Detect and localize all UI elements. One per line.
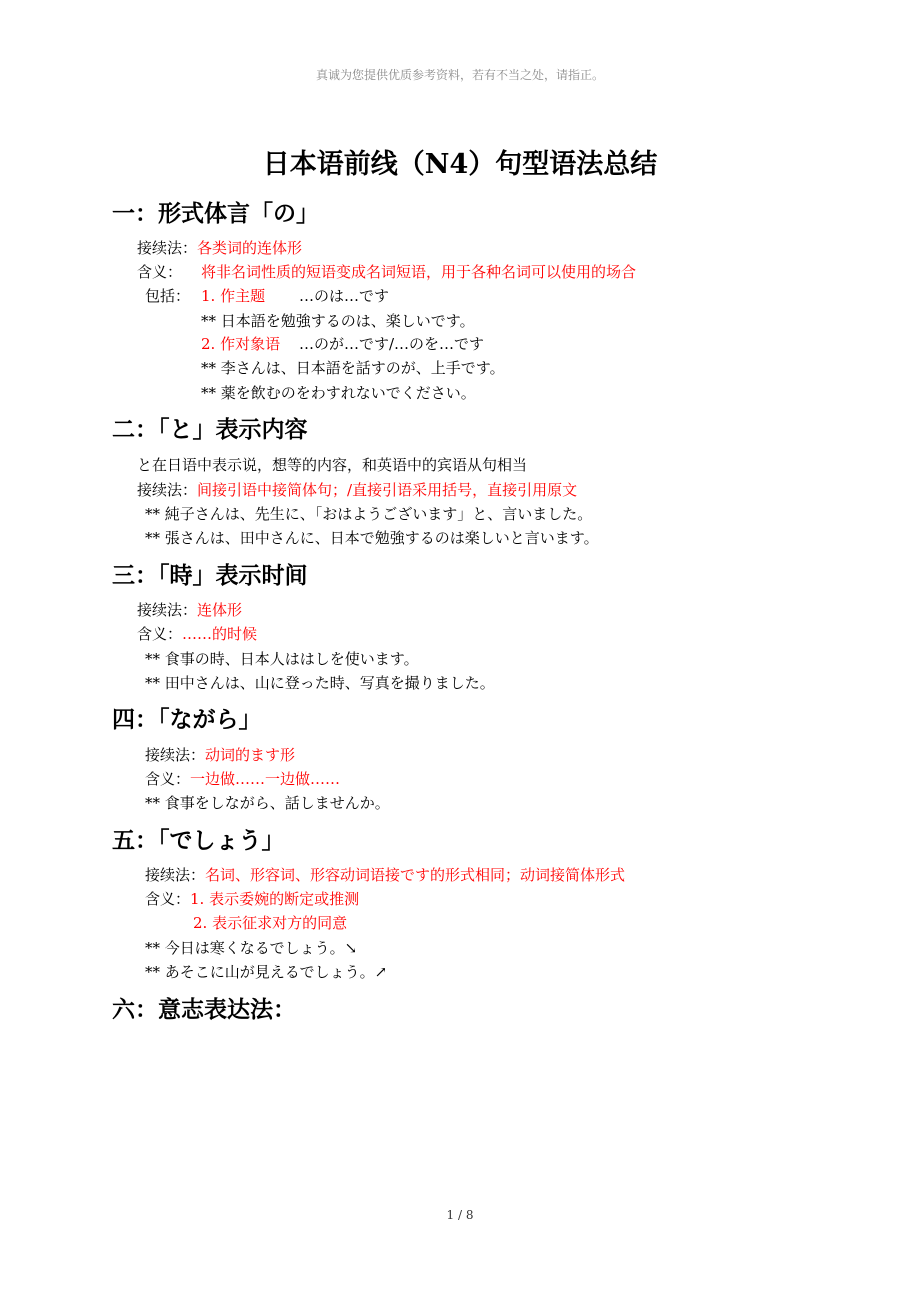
s2-example-2: ** 張さんは、田中さんに、日本で勉強するのは楽しいと言います。 <box>145 529 599 547</box>
s1-item-1: 1. 作主题 <box>201 287 266 305</box>
s1-line-1 <box>137 236 302 260</box>
document-title: 日本语前线（N4）句型语法总结 <box>262 149 658 180</box>
s3-meaning-text: ……的时候 <box>182 625 258 643</box>
page-number: 1 / 8 <box>446 1208 474 1222</box>
s4-line-1 <box>145 743 295 767</box>
s1-example-3: ** 薬を飲むのをわすれないでください。 <box>201 384 476 402</box>
s2-example-1: ** 純子さんは、先生に、「おはようございます」と、言いました。 <box>145 505 593 523</box>
s1-connection-label: 接续法： <box>137 239 198 257</box>
s1-include-label: 包括： <box>145 287 191 305</box>
s3-connection-text: 连体形 <box>197 601 243 619</box>
section-heading-4: 四：「ながら」 <box>112 706 262 733</box>
section-heading-1: 一：形式体言「の」 <box>112 200 319 227</box>
s2-line-2 <box>137 478 577 502</box>
s1-line-2 <box>137 260 636 284</box>
section-heading-2: 二：「と」表示内容 <box>112 416 308 443</box>
s1-line-3 <box>145 284 389 308</box>
s1-connection-text: 各类词的连体形 <box>197 239 303 257</box>
s5-meaning-item-1: 1. 表示委婉的断定或推测 <box>190 890 360 908</box>
section-heading-5: 五：「でしょう」 <box>112 827 285 854</box>
s5-meaning-item-2: 2. 表示征求对方的同意 <box>193 914 348 932</box>
s1-example-2: ** 李さんは、日本語を話すのが、上手です。 <box>201 359 505 377</box>
s2-connection-text: 间接引语中接简体句；/直接引语采用括号，直接引用原文 <box>197 481 578 499</box>
s2-connection-label: 接续法： <box>137 481 198 499</box>
s5-line-1 <box>145 863 625 887</box>
s3-line-2 <box>137 622 257 646</box>
s5-example-1: ** 今日は寒くなるでしょう。↘ <box>145 939 358 957</box>
s1-meaning-text: 将非名词性质的短语变成名词短语，用于各种名词可以使用的场合 <box>201 263 637 281</box>
s1-meaning-label: 含义： <box>137 263 183 281</box>
s1-example-1: ** 日本語を勉強するのは、楽しいです。 <box>201 312 475 330</box>
section-heading-3: 三：「時」表示时间 <box>112 562 308 589</box>
section-heading-6: 六：意志表达法： <box>112 996 296 1023</box>
s5-line-2 <box>145 887 359 911</box>
s4-connection-label: 接续法： <box>145 746 206 764</box>
s5-connection-text: 名词、形容词、形容动词语接です的形式相同；动词接简体形式 <box>205 866 626 884</box>
s4-meaning-text: 一边做……一边做…… <box>190 770 341 788</box>
s5-example-2: ** あそこに山が見えるでしょう。↗ <box>145 963 388 981</box>
s5-connection-label: 接续法： <box>145 866 206 884</box>
s5-meaning-label: 含义： <box>145 890 191 908</box>
s1-pattern-2: …のが…です/…のを…です <box>299 335 485 353</box>
s4-connection-text: 动词的ます形 <box>205 746 296 764</box>
watermark-text: 真诚为您提供优质参考资料，若有不当之处，请指正。 <box>315 68 604 82</box>
s4-example-1: ** 食事をしながら、話しませんか。 <box>145 794 390 812</box>
s4-meaning-label: 含义： <box>145 770 191 788</box>
s1-pattern-1: …のは…です <box>299 287 390 305</box>
s1-item-2: 2. 作对象语 <box>201 335 281 353</box>
s1-line-5 <box>201 332 484 356</box>
s3-example-2: ** 田中さんは、山に登った時、写真を撮りました。 <box>145 674 495 692</box>
s4-line-2 <box>145 767 340 791</box>
s3-meaning-label: 含义： <box>137 625 183 643</box>
s2-line-1: と在日语中表示说，想等的内容，和英语中的宾语从句相当 <box>137 456 528 474</box>
s3-line-1 <box>137 598 242 622</box>
s3-connection-label: 接续法： <box>137 601 198 619</box>
s3-example-1: ** 食事の時、日本人ははしを使います。 <box>145 650 419 668</box>
